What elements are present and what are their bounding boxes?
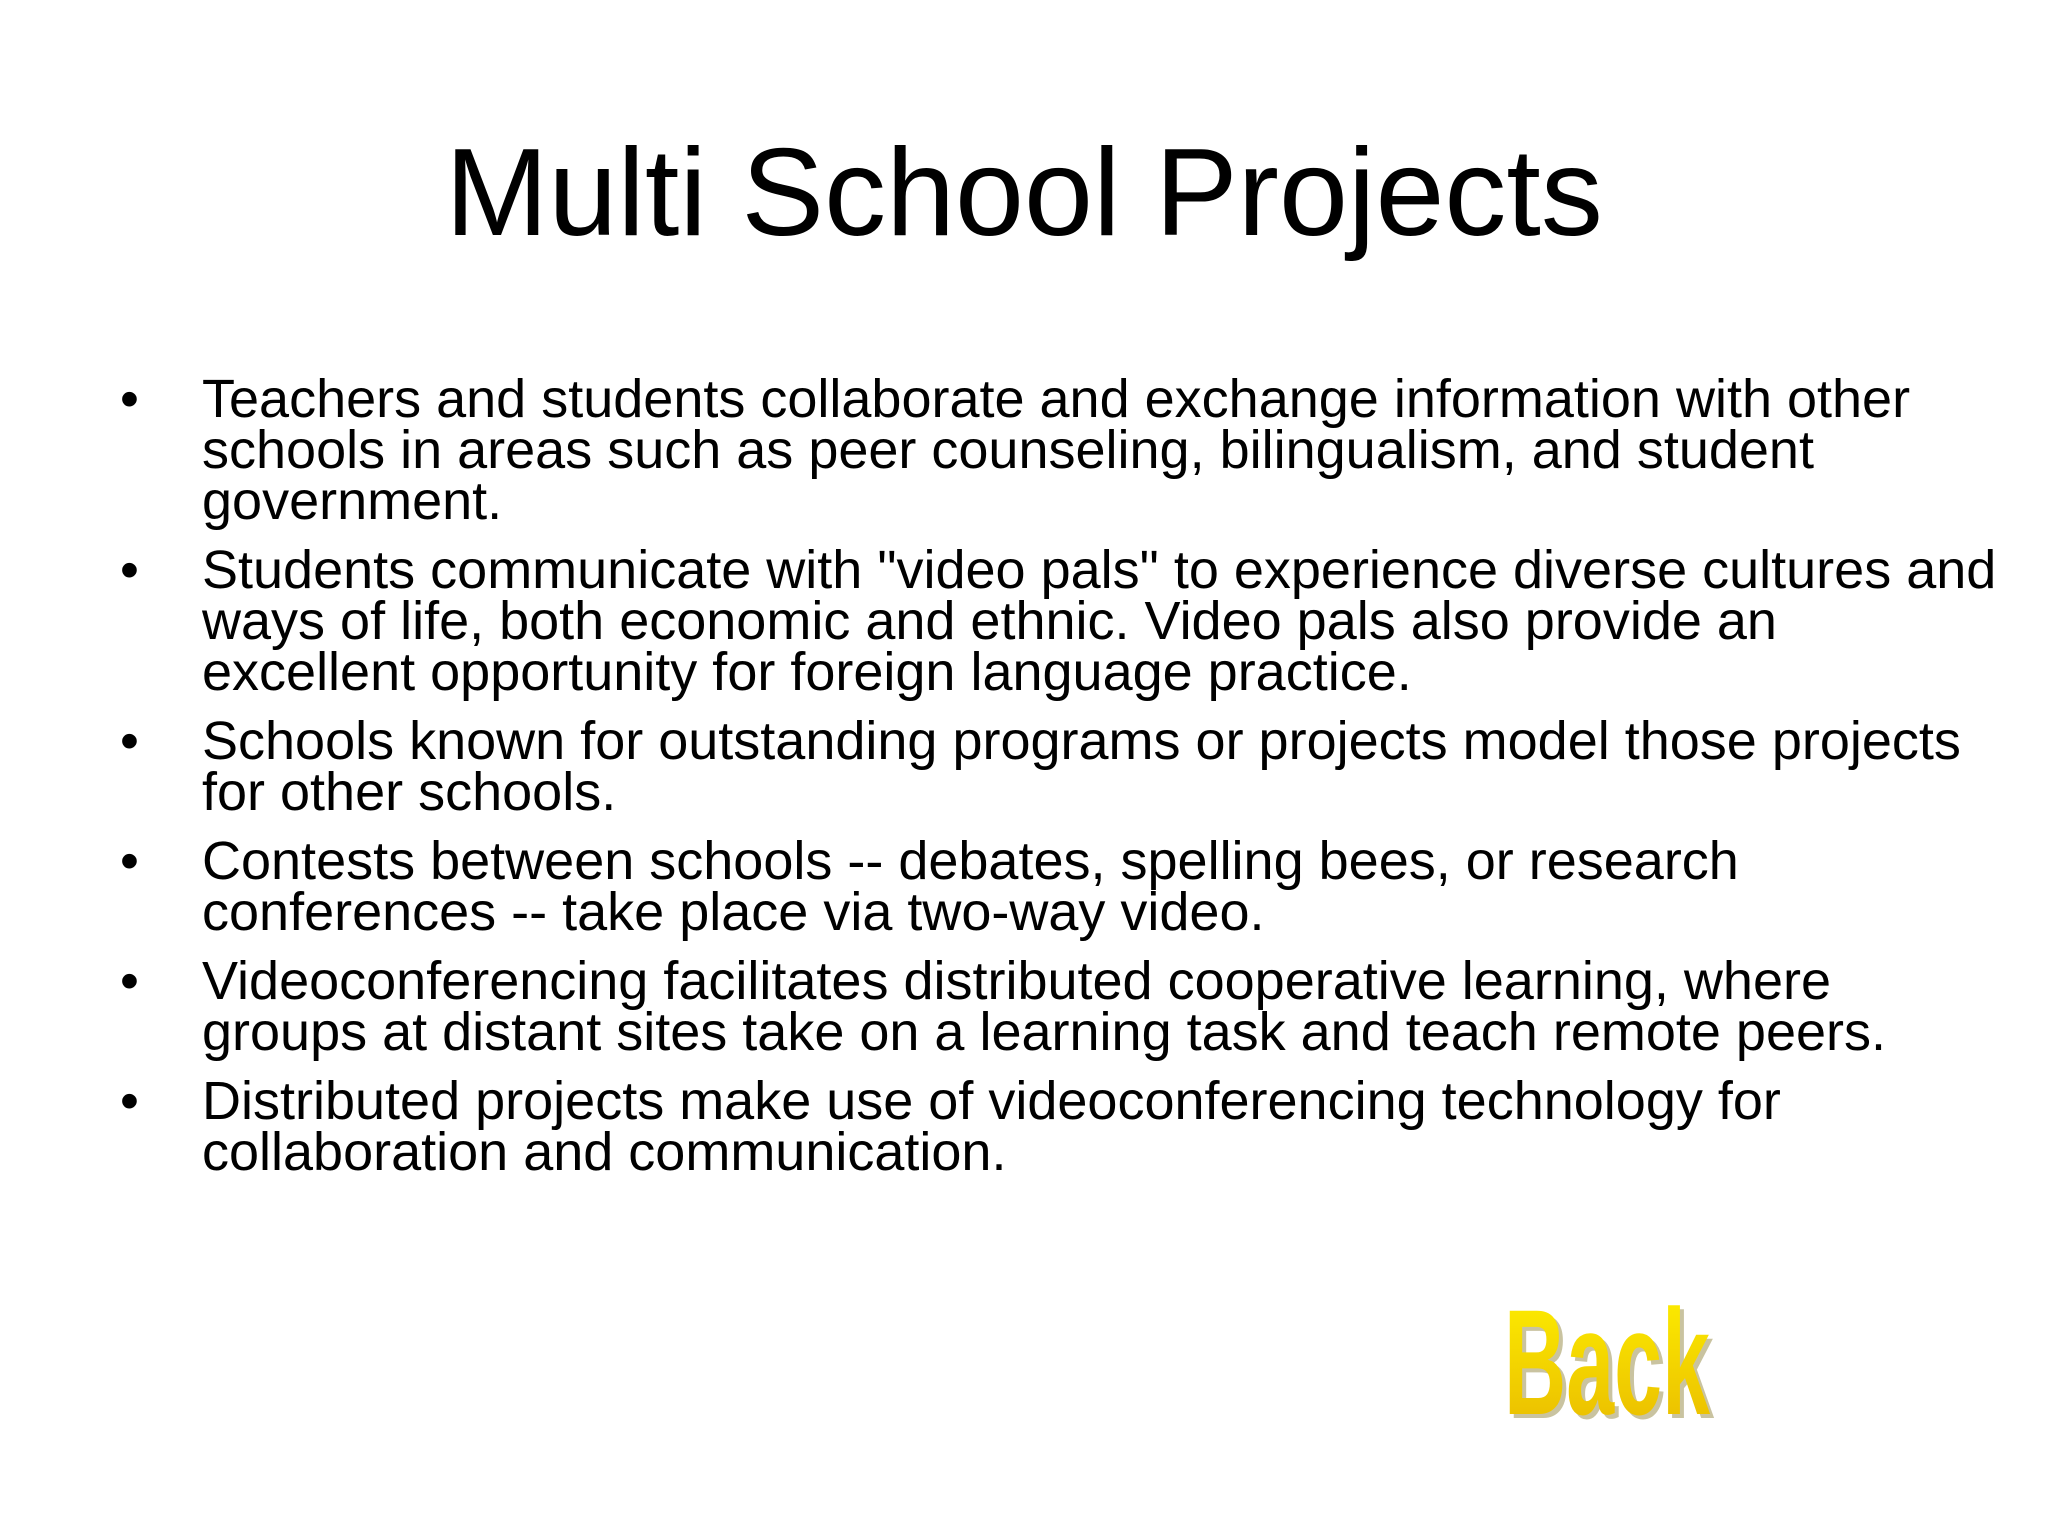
bullet-text: Contests between schools -- debates, spelling bees, or research conferences -- take place via two-way video. [202,831,1739,942]
list-item [120,1071,2000,1182]
bullet-text: Videoconferencing facilitates distributed cooperative learning, where groups at distant sites take on a learning task and teach remote peers. [202,951,1886,1062]
bullet-point: • [120,951,139,1011]
bullet-text: Schools known for outstanding programs or projects model those projects for other schools. [202,711,1961,822]
bullet-point: • [120,1071,139,1131]
back-button-shadow: Back [1508,1290,1715,1430]
bullet-text: Teachers and students collaborate and exchange information with other schools in areas such as peer counseling, bilingualism, and student government. [202,369,1911,531]
back-button[interactable] [1494,1290,1720,1430]
list-item [120,711,2000,822]
bullet-text: Distributed projects make use of videoconferencing technology for collaboration and communication. [202,1071,1781,1182]
slide-title: Multi School Projects [445,124,1603,262]
bullet-point: • [120,711,139,771]
bullet-list [120,369,2000,1196]
bullet-text: Students communicate with "video pals" to experience diverse cultures and ways of life, both economic and ethnic. Video pals also provide an excellent opportunity for foreign language practice. [202,540,1997,702]
list-item [120,369,2000,531]
list-item [120,540,2000,702]
back-button-graphic [1494,1290,1720,1430]
bullet-point: • [120,369,139,429]
list-item [120,831,2000,942]
bullet-point: • [120,831,139,891]
bullet-point: • [120,540,139,600]
back-button-label: Back [1504,1290,1711,1430]
list-item [120,951,2000,1062]
